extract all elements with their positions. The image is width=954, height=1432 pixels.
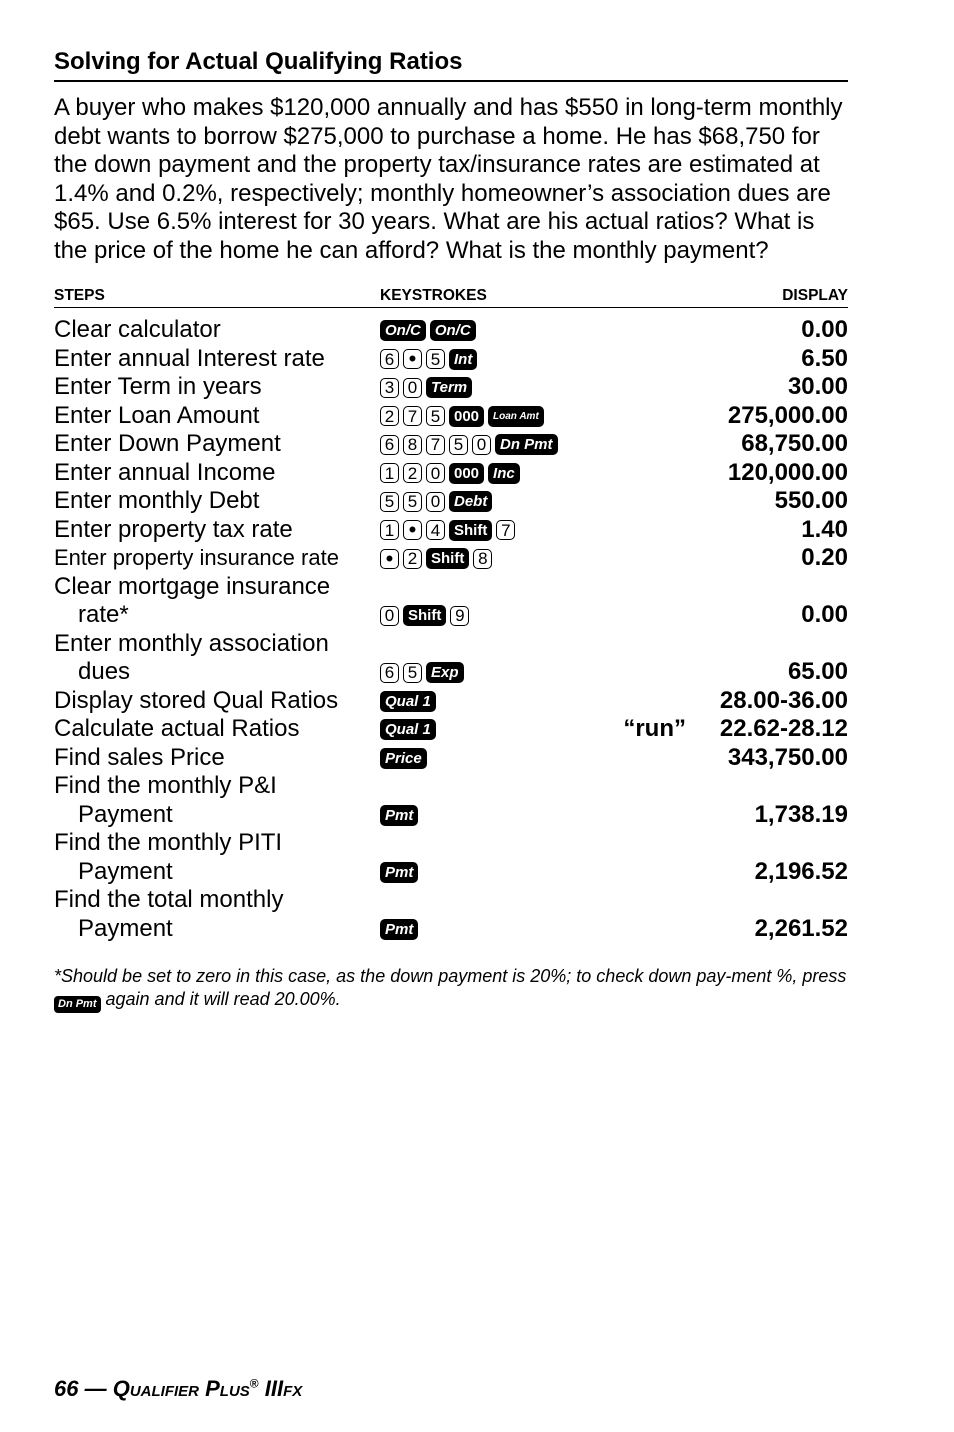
- digit-5-key-icon: 5: [403, 663, 422, 683]
- step-description: [54, 373, 374, 402]
- table-row: [54, 544, 848, 573]
- step-text: Enter Down Payment: [54, 430, 281, 457]
- step-description: [54, 516, 374, 545]
- step-description: [54, 744, 374, 773]
- step-text: Enter Term in years: [54, 373, 262, 400]
- digit-0-key-icon: 0: [472, 435, 491, 455]
- table-row: [54, 345, 848, 374]
- digit-3-key-icon: 3: [380, 378, 399, 398]
- keystroke-sequence: [380, 462, 520, 484]
- decimal-key-icon: •: [380, 549, 399, 569]
- step-text-continued: rate*: [78, 601, 129, 628]
- shift-key-icon: Shift: [403, 605, 446, 626]
- display-header: DISPLAY: [782, 287, 848, 304]
- steps-table: [54, 316, 848, 943]
- table-row: [54, 715, 848, 744]
- footnote: [54, 965, 848, 1013]
- step-description: [54, 487, 374, 516]
- on-c-key-icon: On/C: [380, 320, 426, 341]
- digit-2-key-icon: 2: [380, 406, 399, 426]
- keystroke-sequence: [380, 405, 544, 427]
- digit-7-key-icon: 7: [426, 435, 445, 455]
- display-value: 30.00: [787, 373, 848, 400]
- inc-key-icon: Inc: [488, 463, 520, 484]
- table-row: [54, 316, 848, 345]
- display-value: 1,738.19: [754, 800, 848, 828]
- keystroke-sequence: [380, 491, 492, 513]
- display-value: 1.40: [801, 515, 848, 543]
- table-row: [54, 573, 848, 630]
- decimal-key-icon: •: [403, 349, 422, 369]
- step-text-continued: Payment: [78, 800, 173, 828]
- problem-statement: A buyer who makes $120,000 annually and has $550 in long-term monthly debt wants to borrow $275,000 to purchase a home. He has $68,750 for the down payment and the property tax/insurance rates are estimated at 1.4% and 0.2%, respectively; monthly homeowner’s association dues are $65. Use 6.5% interest for 30 years. What are his actual ratios? What is the price of the home he can afford? What is the monthly payment?: [54, 94, 843, 264]
- keystroke-sequence: [380, 434, 558, 456]
- step-text: Find the monthly PITI: [54, 829, 283, 856]
- product-name: Qualifier Plus: [112, 1376, 250, 1401]
- pmt-key-icon: Pmt: [380, 862, 418, 883]
- 000-key-icon: 000: [449, 463, 484, 484]
- step-text: Enter monthly association: [54, 629, 329, 657]
- display-value: 6.50: [801, 344, 848, 372]
- display-value: 2,261.52: [754, 914, 848, 942]
- keystroke-sequence: [380, 519, 515, 541]
- table-row: [54, 487, 848, 516]
- table-row: [54, 829, 848, 886]
- registered-mark: ®: [249, 1376, 259, 1391]
- footnote-text-before: *Should be set to zero in this case, as the down payment is 20%; to check down pay-ment %, press: [54, 966, 847, 986]
- digit-2-key-icon: 2: [403, 549, 422, 569]
- table-row: [54, 886, 848, 943]
- step-description: [54, 715, 374, 744]
- loan-amt-key-icon: Loan Amt: [488, 406, 544, 427]
- step-description: [54, 687, 374, 716]
- footnote-text-after: again and it will read 20.00%.: [105, 989, 341, 1009]
- keystroke-sequence: [380, 605, 469, 627]
- keystrokes-header: KEYSTROKES: [380, 287, 487, 304]
- shift-key-icon: Shift: [426, 548, 469, 569]
- keystroke-sequence: [380, 662, 464, 684]
- dn-pmt-key-icon: Dn Pmt: [495, 434, 558, 455]
- decimal-key-icon: •: [403, 520, 422, 540]
- display-value: 0.20: [801, 544, 848, 571]
- digit-5-key-icon: 5: [380, 492, 399, 512]
- digit-4-key-icon: 4: [426, 520, 445, 540]
- digit-2-key-icon: 2: [403, 463, 422, 483]
- step-description: [54, 573, 374, 630]
- step-text: Enter annual Income: [54, 458, 276, 486]
- step-text: Enter property tax rate: [54, 515, 293, 543]
- step-text: Enter monthly Debt: [54, 487, 260, 514]
- step-description: [54, 316, 374, 345]
- step-description: [54, 772, 374, 829]
- term-key-icon: Term: [426, 377, 472, 398]
- int-key-icon: Int: [449, 349, 477, 370]
- step-text: Find the total monthly: [54, 886, 284, 913]
- dn-pmt-key-icon: Dn Pmt: [54, 996, 101, 1013]
- digit-5-key-icon: 5: [449, 435, 468, 455]
- shift-key-icon: Shift: [449, 520, 492, 541]
- pmt-key-icon: Pmt: [380, 919, 418, 940]
- on-c-key-icon: On/C: [430, 320, 476, 341]
- debt-key-icon: Debt: [449, 491, 492, 512]
- display-value: 2,196.52: [754, 857, 848, 885]
- step-text-continued: Payment: [78, 914, 173, 942]
- page-footer: [54, 1376, 302, 1402]
- keystroke-sequence: [380, 918, 418, 940]
- display-value: 550.00: [774, 487, 848, 514]
- model-name: IIIfx: [264, 1376, 303, 1401]
- keystroke-sequence: [380, 320, 476, 342]
- table-header: [54, 287, 848, 308]
- digit-6-key-icon: 6: [380, 663, 399, 683]
- keystroke-sequence: [380, 348, 477, 370]
- digit-5-key-icon: 5: [403, 492, 422, 512]
- step-description: [54, 829, 374, 886]
- keystroke-sequence: [380, 804, 418, 826]
- digit-9-key-icon: 9: [450, 606, 469, 626]
- section-title: Solving for Actual Qualifying Ratios: [54, 46, 848, 82]
- digit-1-key-icon: 1: [380, 520, 399, 540]
- table-row: [54, 430, 848, 459]
- step-text: Calculate actual Ratios: [54, 715, 300, 742]
- step-text: Find sales Price: [54, 743, 225, 771]
- step-text: Enter annual Interest rate: [54, 344, 325, 372]
- table-row: [54, 744, 848, 773]
- digit-6-key-icon: 6: [380, 349, 399, 369]
- digit-7-key-icon: 7: [403, 406, 422, 426]
- display-value: 68,750.00: [741, 430, 848, 457]
- step-text-continued: Payment: [78, 857, 173, 885]
- display-value: 22.62-28.12: [719, 715, 848, 742]
- step-text: Clear calculator: [54, 316, 221, 343]
- digit-0-key-icon: 0: [380, 606, 399, 626]
- qual-1-key-icon: Qual 1: [380, 691, 436, 712]
- display-value: 275,000.00: [727, 401, 848, 429]
- manual-page: [54, 46, 848, 1013]
- display-value: 65.00: [787, 658, 848, 685]
- display-value: 343,750.00: [727, 743, 848, 771]
- table-row: [54, 459, 848, 488]
- digit-0-key-icon: 0: [426, 463, 445, 483]
- digit-6-key-icon: 6: [380, 435, 399, 455]
- qual-1-key-icon: Qual 1: [380, 719, 436, 740]
- table-row: [54, 630, 848, 687]
- step-description: [54, 430, 374, 459]
- keystroke-sequence: [380, 545, 492, 571]
- display-value: 0.00: [801, 601, 848, 628]
- digit-0-key-icon: 0: [403, 378, 422, 398]
- keystroke-sequence: [380, 719, 436, 741]
- step-description: [54, 886, 374, 943]
- digit-5-key-icon: 5: [426, 406, 445, 426]
- keystroke-sequence: [380, 690, 436, 712]
- exp-key-icon: Exp: [426, 662, 464, 683]
- run-indicator: “run”: [623, 715, 686, 742]
- digit-7-key-icon: 7: [496, 520, 515, 540]
- step-description: [54, 345, 374, 374]
- display-value: 0.00: [801, 316, 848, 343]
- display-value: 120,000.00: [727, 458, 848, 486]
- digit-0-key-icon: 0: [426, 492, 445, 512]
- keystroke-sequence: [380, 861, 418, 883]
- step-text: Clear mortgage insurance: [54, 572, 331, 600]
- table-row: [54, 772, 848, 829]
- step-text-continued: dues: [78, 658, 131, 685]
- step-text: Find the monthly P&I: [54, 772, 277, 799]
- price-key-icon: Price: [380, 748, 427, 769]
- step-description: [54, 630, 374, 687]
- table-row: [54, 516, 848, 545]
- digit-8-key-icon: 8: [403, 435, 422, 455]
- step-description: [54, 402, 374, 431]
- table-row: [54, 402, 848, 431]
- footer-dash: —: [84, 1376, 107, 1401]
- step-description: [54, 544, 374, 573]
- steps-header: STEPS: [54, 287, 105, 304]
- table-row: [54, 373, 848, 402]
- pmt-key-icon: Pmt: [380, 805, 418, 826]
- step-text: Display stored Qual Ratios: [54, 686, 339, 714]
- digit-1-key-icon: 1: [380, 463, 399, 483]
- digit-8-key-icon: 8: [473, 549, 492, 569]
- keystroke-sequence: [380, 747, 427, 769]
- step-text: Enter property insurance rate: [54, 545, 339, 570]
- 000-key-icon: 000: [449, 406, 484, 427]
- table-row: [54, 687, 848, 716]
- digit-5-key-icon: 5: [426, 349, 445, 369]
- keystroke-sequence: [380, 377, 472, 399]
- display-value: 28.00-36.00: [719, 686, 848, 714]
- step-text: Enter Loan Amount: [54, 401, 260, 429]
- step-description: [54, 459, 374, 488]
- page-number: 66: [54, 1376, 79, 1401]
